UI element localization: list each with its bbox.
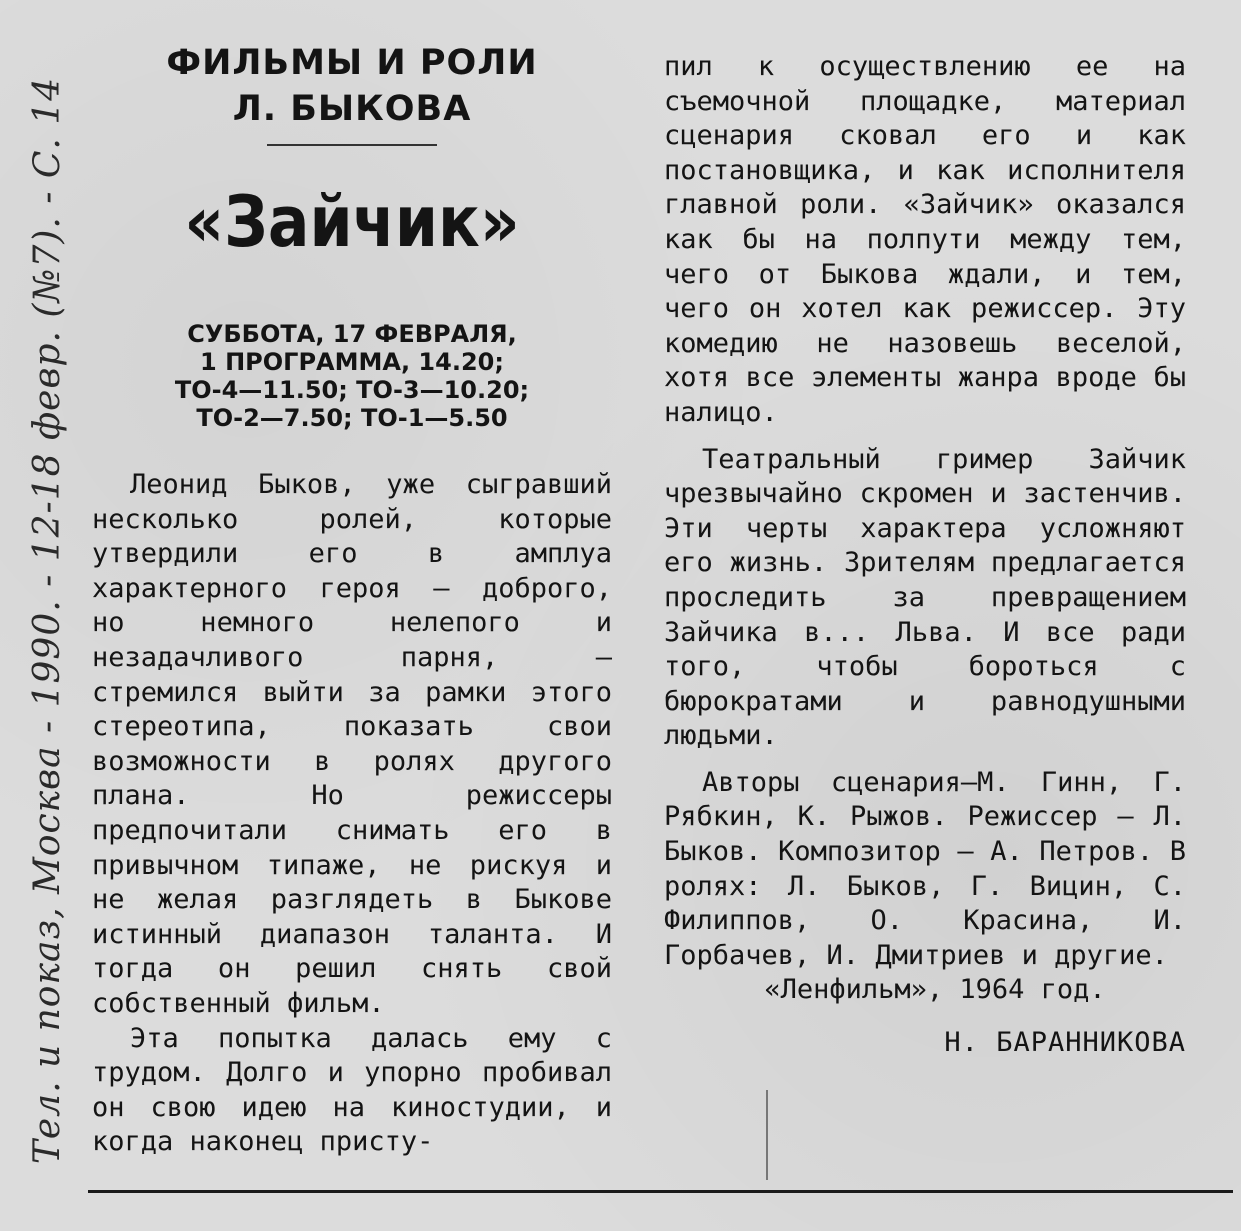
right-column	[664, 50, 1186, 1061]
article-headline: «Зайчик»	[184, 181, 520, 263]
rubric-divider	[267, 144, 437, 146]
paragraph-2-start: Эта попытка далась ему с трудом. Долго и упорно пробивал он свою идею на киностудии, и когда наконец присту-	[92, 1022, 612, 1158]
paragraph-3: Театральный гример Зайчик чрезвычайно скромен и застенчив. Эти черты характера усложняют его жизнь. Зрителям предлагается проследить за превращением Зайчика в... Льва. И все ради того, чтобы бороться с бюрократами и равнодушными людьми.	[664, 443, 1186, 752]
column-separator	[766, 1090, 768, 1180]
schedule-line-1: СУББОТА, 17 ФЕВРАЛЯ,	[187, 320, 517, 348]
studio-line: «Ленфильм», 1964 год.	[764, 974, 1106, 1006]
rubric-line-1: ФИЛЬМЫ И РОЛИ	[166, 43, 538, 83]
paragraph-2-end: пил к осуществлению ее на съемочной площадке, материал сценария сковал его и как постановщика, и как исполнителя главной роли. «Зайчик» оказался как бы на полпути между тем, чего от Быкова ждали, и тем, чего он хотел как режиссер. Эту комедию не назовешь веселой, хотя все элементы жанра вроде бы налицо.	[664, 51, 1186, 428]
schedule-line-2: 1 ПРОГРАММА, 14.20;	[200, 348, 504, 376]
broadcast-schedule	[92, 320, 612, 432]
handwritten-margin-note	[8, 20, 88, 1220]
rubric-line-2: Л. БЫКОВА	[232, 89, 472, 129]
margin-note-text: Тел. и показ, Москва - 1990. - 12-18 февр. (№7). - С. 14	[27, 76, 69, 1164]
schedule-line-3: ТО-4—11.50; ТО-3—10.20;	[174, 376, 530, 404]
credits-paragraph: Авторы сценария—М. Гинн, Г. Рябкин, К. Рыжов. Режиссер — Л. Быков. Композитор — А. Петров. В ролях: Л. Быков, Г. Вицин, С. Филиппов, О. Красина, И. Горбачев, И. Дмитриев и другие.	[664, 766, 1186, 971]
paragraph-1: Леонид Быков, уже сыгравший несколько ролей, которые утвердили его в амплуа характерного героя — доброго, но немного нелепого и незадачливого парня, — стремился выйти за рамки этого стереотипа, показать свои возможности в ролях другого плана. Но режиссеры предпочитали снимать его в привычном типаже, не рискуя и не желая разглядеть в Быкове истинный диапазон таланта. И тогда он решил снять свой собственный фильм.	[92, 469, 612, 1019]
schedule-line-4: ТО-2—7.50; ТО-1—5.50	[196, 404, 508, 432]
author-signature: Н. БАРАННИКОВА	[944, 1027, 1186, 1059]
left-column	[92, 40, 612, 1160]
bottom-rule	[88, 1190, 1233, 1193]
rubric	[92, 40, 612, 132]
